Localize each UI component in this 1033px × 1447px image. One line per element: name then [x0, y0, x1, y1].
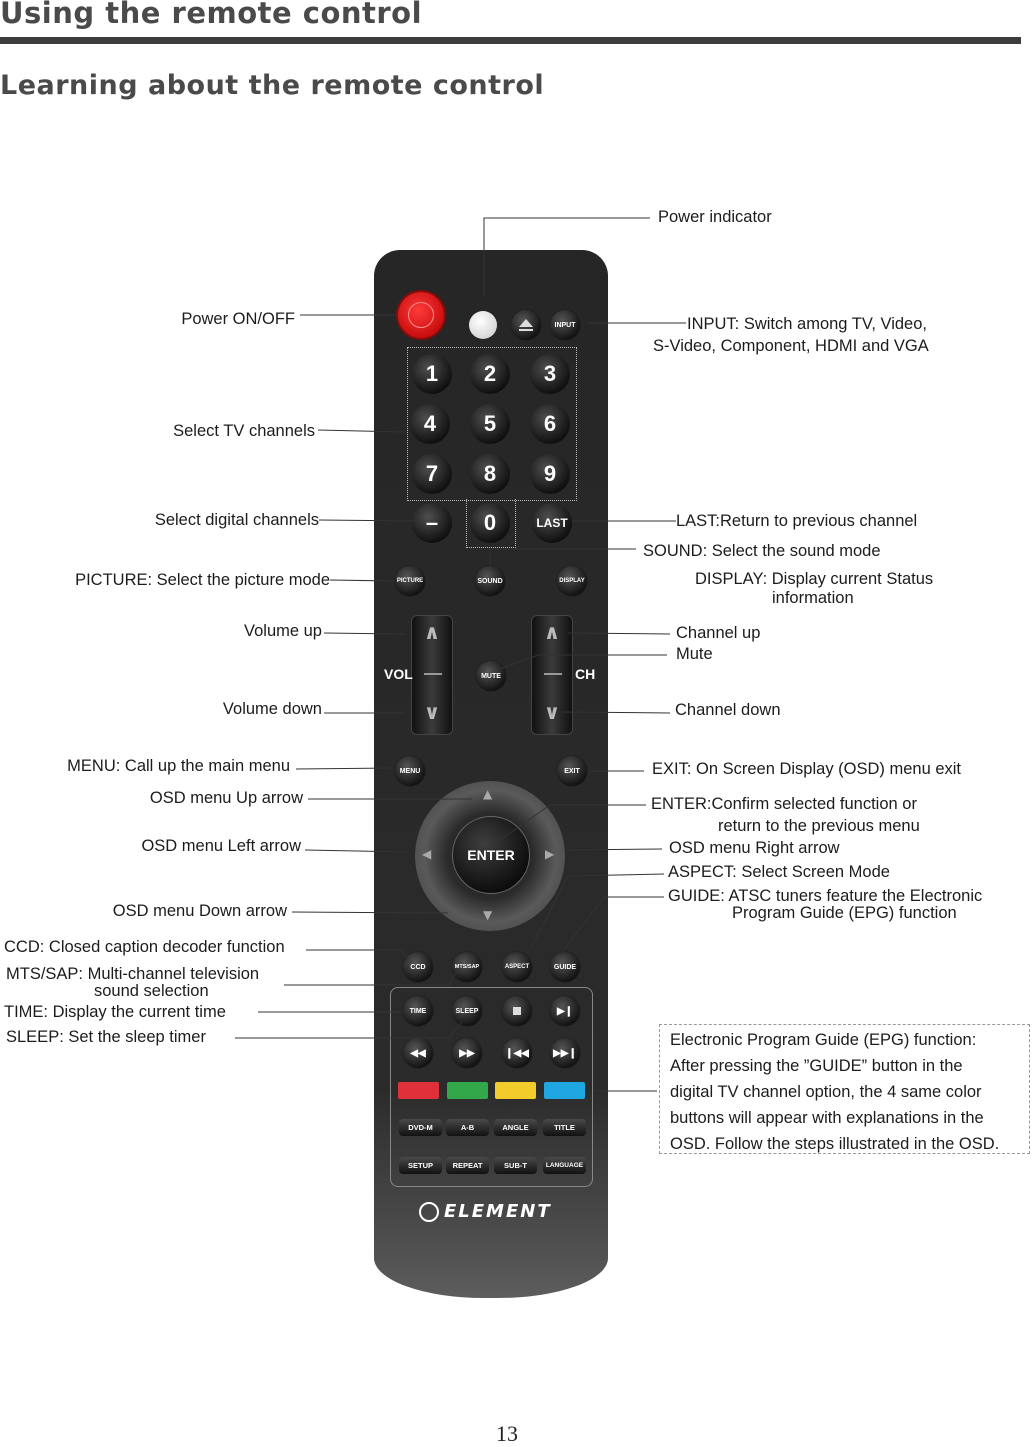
input-button[interactable]: INPUT: [550, 310, 580, 340]
digit-9-button[interactable]: 9: [530, 454, 570, 494]
vol-label: VOL: [384, 666, 413, 682]
label-sleep: SLEEP: Set the sleep timer: [6, 1028, 206, 1046]
digit-6-button[interactable]: 6: [530, 404, 570, 444]
exit-button[interactable]: EXIT: [557, 756, 587, 786]
label-input-line1: INPUT: Switch among TV, Video,: [687, 315, 927, 333]
sleep-button[interactable]: SLEEP: [452, 996, 482, 1026]
sub-t-button[interactable]: SUB-T: [494, 1157, 537, 1174]
page-number: 13: [496, 1421, 518, 1446]
label-exit: EXIT: On Screen Display (OSD) menu exit: [652, 760, 962, 778]
label-osd-up: OSD menu Up arrow: [149, 789, 303, 807]
mts-sap-button[interactable]: MTS/SAP: [452, 952, 482, 982]
dpad-right-icon: ▶: [545, 847, 555, 861]
digit-3-button[interactable]: 3: [530, 354, 570, 394]
label-mts-line1: MTS/SAP: Multi-channel television: [6, 965, 260, 983]
channel-down-icon: ∨: [543, 700, 561, 724]
epg-note-line: After pressing the ”GUIDE” button in the: [670, 1057, 963, 1075]
last-button[interactable]: LAST: [532, 503, 572, 543]
dvd-m-button[interactable]: DVD-M: [399, 1119, 442, 1136]
language-button[interactable]: LANGUAGE: [543, 1157, 586, 1174]
label-mute: Mute: [676, 645, 713, 663]
epg-note-line: OSD. Follow the steps illustrated in the OSD.: [670, 1135, 1000, 1153]
digit-4-button[interactable]: 4: [410, 404, 450, 444]
label-osd-left: OSD menu Left arrow: [141, 837, 301, 855]
digit-1-button[interactable]: 1: [412, 354, 452, 394]
skip-forward-icon: ▶▶❙: [553, 1047, 577, 1059]
aspect-button[interactable]: ASPECT: [502, 952, 532, 982]
sound-button[interactable]: SOUND: [475, 566, 505, 596]
digit-8-button[interactable]: 8: [470, 454, 510, 494]
volume-up-icon: ∧: [423, 620, 441, 644]
epg-note-box: [659, 1024, 1030, 1154]
repeat-button[interactable]: REPEAT: [446, 1157, 489, 1174]
a-b-button[interactable]: A-B: [446, 1119, 489, 1136]
channel-up-icon: ∧: [543, 620, 561, 644]
label-select-digital-channels: Select digital channels: [154, 511, 319, 529]
menu-button[interactable]: MENU: [395, 756, 425, 786]
mute-button[interactable]: MUTE: [476, 661, 506, 691]
page-title: Using the remote control: [0, 0, 423, 30]
dash-button[interactable]: –: [412, 503, 452, 543]
label-osd-down: OSD menu Down arrow: [112, 902, 287, 920]
dpad-down-icon: ▼: [483, 908, 493, 922]
label-guide-line2: Program Guide (EPG) function: [732, 904, 957, 922]
label-last: LAST:Return to previous channel: [676, 512, 918, 530]
ch-label: CH: [575, 666, 596, 682]
time-button[interactable]: TIME: [403, 996, 433, 1026]
label-channel-down: Channel down: [675, 701, 781, 719]
digit-5-button[interactable]: 5: [470, 404, 510, 444]
picture-button[interactable]: PICTURE: [395, 566, 425, 596]
label-display-line1: DISPLAY: Display current Status: [695, 570, 934, 588]
label-display-line2: information: [772, 589, 854, 607]
display-button[interactable]: DISPLAY: [557, 566, 587, 596]
fast-forward-icon: ▶▶: [459, 1047, 475, 1059]
section-title: Learning about the remote control: [0, 70, 545, 101]
label-power-onoff: Power ON/OFF: [181, 310, 295, 328]
rewind-icon: ◀◀: [410, 1047, 426, 1059]
ccd-button[interactable]: CCD: [403, 952, 433, 982]
guide-button[interactable]: GUIDE: [550, 952, 580, 982]
label-enter-line1: ENTER:Confirm selected function or: [651, 795, 917, 813]
title-button[interactable]: TITLE: [543, 1119, 586, 1136]
play-pause-icon: ▶❙: [556, 1005, 574, 1017]
label-input-line2: S-Video, Component, HDMI and VGA: [653, 337, 929, 355]
label-menu: MENU: Call up the main menu: [67, 757, 290, 775]
label-sound: SOUND: Select the sound mode: [643, 542, 881, 560]
label-volume-down: Volume down: [222, 700, 322, 718]
setup-button[interactable]: SETUP: [399, 1157, 442, 1174]
label-picture: PICTURE: Select the picture mode: [75, 571, 330, 589]
angle-button[interactable]: ANGLE: [494, 1119, 537, 1136]
label-volume-up: Volume up: [244, 622, 322, 640]
label-ccd: CCD: Closed caption decoder function: [4, 938, 285, 956]
label-enter-line2: return to the previous menu: [718, 817, 920, 835]
enter-button[interactable]: ENTER: [452, 816, 530, 894]
digit-0-button[interactable]: 0: [470, 503, 510, 543]
label-guide-line1: GUIDE: ATSC tuners feature the Electronic: [668, 887, 983, 905]
label-time: TIME: Display the current time: [4, 1003, 226, 1021]
epg-note-line: Electronic Program Guide (EPG) function:: [670, 1031, 977, 1049]
dpad-left-icon: ◀: [422, 847, 432, 861]
volume-down-icon: ∨: [423, 700, 441, 724]
label-channel-up: Channel up: [676, 624, 761, 642]
label-power-indicator: Power indicator: [658, 208, 772, 226]
digit-2-button[interactable]: 2: [470, 354, 510, 394]
label-select-tv-channels: Select TV channels: [173, 422, 315, 440]
label-aspect: ASPECT: Select Screen Mode: [668, 863, 890, 881]
brand-name: ELEMENT: [444, 1201, 552, 1222]
label-mts-line2: sound selection: [94, 982, 209, 1000]
epg-note-line: digital TV channel option, the 4 same color: [670, 1083, 982, 1101]
dpad-up-icon: ▲: [483, 787, 493, 801]
epg-note-line: buttons will appear with explanations in the: [670, 1109, 984, 1127]
label-osd-right: OSD menu Right arrow: [669, 839, 840, 857]
skip-back-icon: ❙◀◀: [505, 1047, 529, 1059]
digit-7-button[interactable]: 7: [412, 454, 452, 494]
